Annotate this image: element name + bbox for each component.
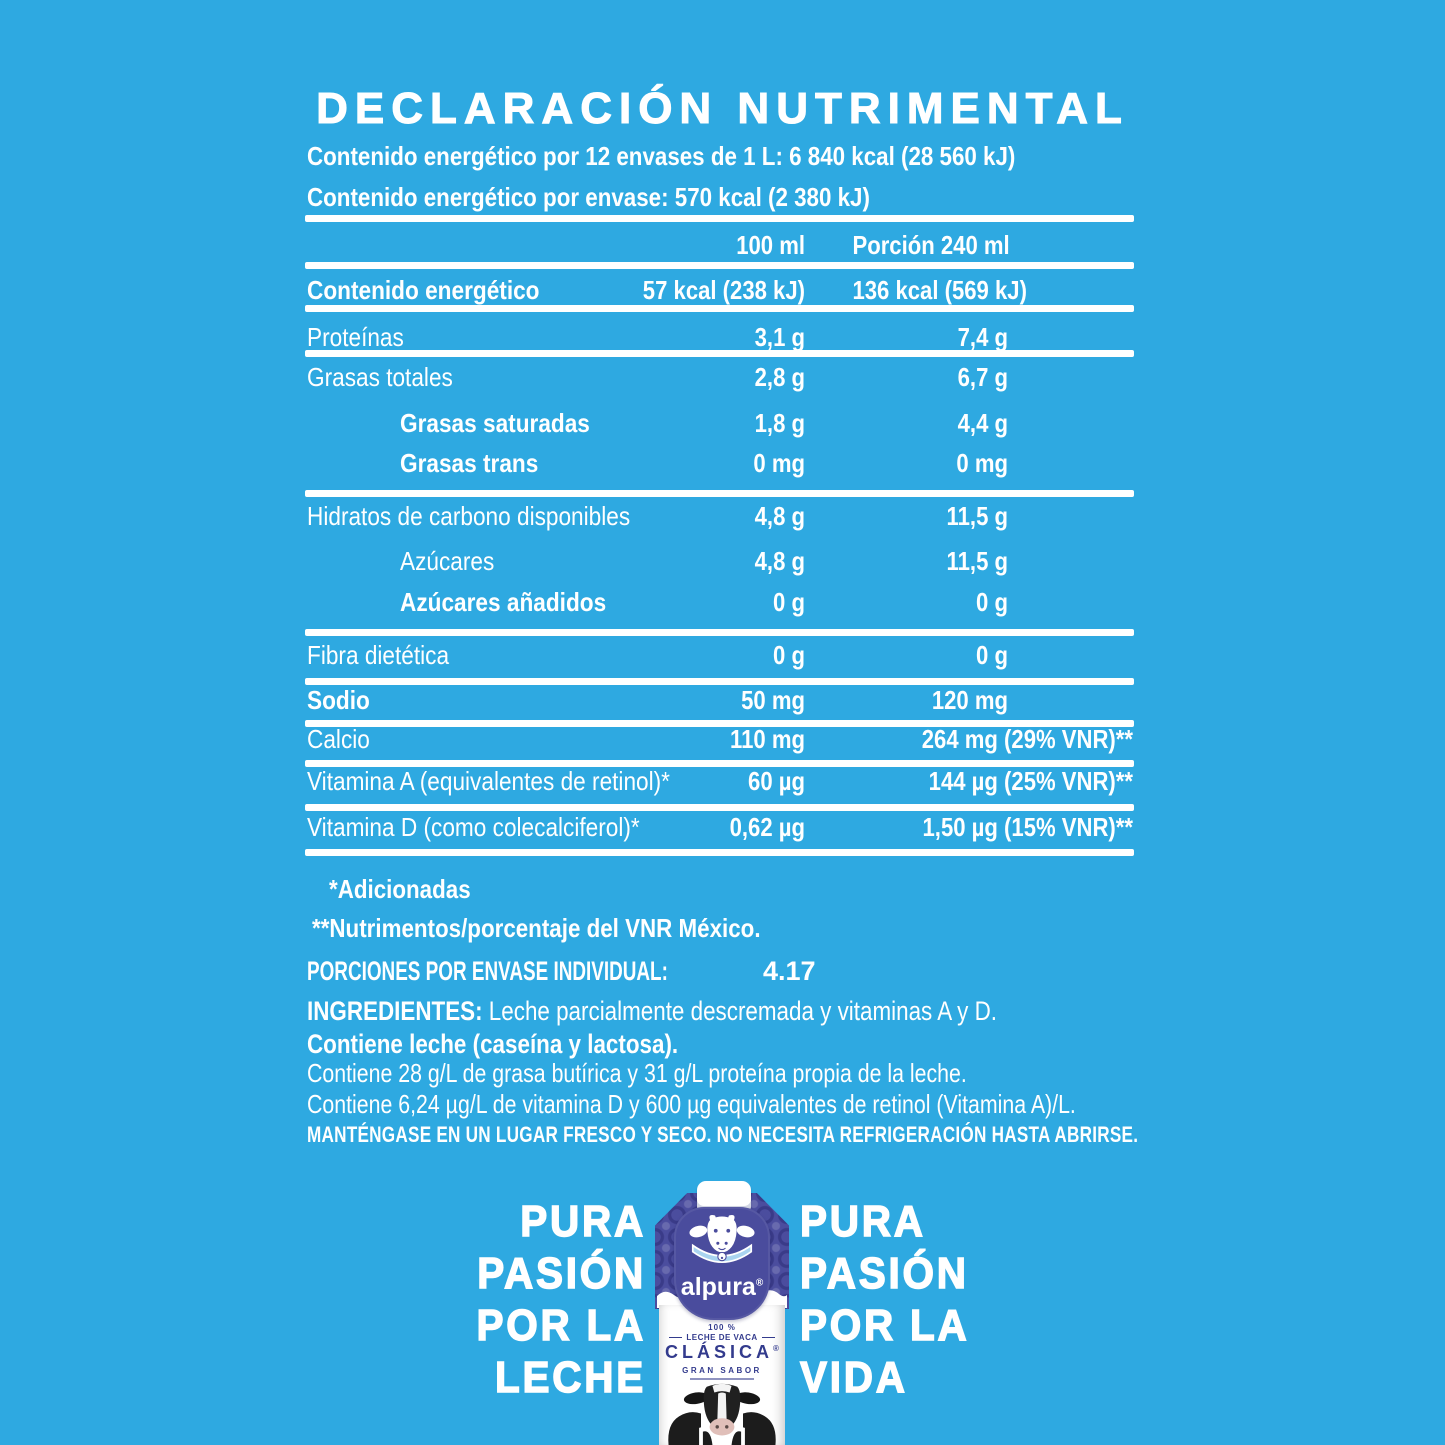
row-value-portion: 0 mg <box>956 448 1008 478</box>
table-rule <box>305 804 1134 811</box>
row-value-100ml: 2,8 g <box>754 362 805 392</box>
row-label: Azúcares añadidos <box>400 587 607 617</box>
slogan-right <box>800 1196 1220 1404</box>
row-label: Grasas saturadas <box>400 408 590 438</box>
registered-mark: ® <box>773 1344 779 1353</box>
row-value-100ml: 4,8 g <box>754 546 805 576</box>
table-rule <box>305 490 1134 497</box>
row-value-portion: 4,4 g <box>957 408 1008 438</box>
product-text: CLÁSICA <box>665 1342 774 1362</box>
row-value-portion: 11,5 g <box>946 546 1008 576</box>
column-header-100ml: 100 ml <box>736 230 805 260</box>
cow-photo <box>664 1382 780 1445</box>
slogan-line: PURA <box>520 1197 646 1246</box>
row-value-portion: 120 mg <box>931 685 1008 715</box>
storage-instructions: MANTÉNGASE EN UN LUGAR FRESCO Y SECO. NO NECESITA REFRIGERACIÓN HASTA ABRIRSE. <box>307 1122 1139 1147</box>
carton-100pct: 100 % <box>708 1323 736 1332</box>
servings-per-pack <box>307 956 1137 987</box>
registered-mark: ® <box>755 1277 764 1289</box>
slogan-line: LECHE <box>495 1353 646 1402</box>
table-rule <box>305 849 1134 856</box>
row-value-100ml: 0 g <box>773 640 805 670</box>
row-value-100ml: 4,8 g <box>754 501 805 531</box>
row-value-100ml: 110 mg <box>730 724 805 754</box>
ingredients-paragraph <box>307 995 1079 1061</box>
column-header-portion: Porción 240 ml <box>852 230 1010 260</box>
row-value-100ml: 0,62 µg <box>729 812 805 842</box>
row-value-portion: 11,5 g <box>946 501 1008 531</box>
slogan-line: PURA <box>800 1197 926 1246</box>
table-rule <box>305 678 1134 685</box>
table-rule <box>305 262 1134 269</box>
ingredients-label: INGREDIENTES: <box>307 996 483 1026</box>
slogan-line: PASIÓN <box>477 1249 646 1298</box>
carton-product-name <box>659 1342 785 1363</box>
table-header-row <box>305 230 1135 258</box>
row-label: Grasas totales <box>307 362 453 392</box>
brand-text: alpura <box>680 1273 756 1301</box>
table-row <box>305 640 1135 668</box>
row-value-100ml: 0 mg <box>753 448 805 478</box>
table-row <box>305 812 1135 840</box>
servings-value: 4.17 <box>763 956 816 986</box>
slogan-line: PASIÓN <box>800 1249 969 1298</box>
row-label: Grasas trans <box>400 448 539 478</box>
brand-badge <box>674 1207 770 1320</box>
table-rule <box>305 305 1134 312</box>
table-row <box>305 362 1135 390</box>
footnote-added: *Adicionadas <box>329 874 471 904</box>
row-value-100ml: 50 mg <box>741 685 805 715</box>
carton-milk-type <box>659 1333 785 1342</box>
table-row <box>305 587 1135 615</box>
allergen-statement: Contiene leche (caseína y lactosa). <box>307 1029 679 1059</box>
row-value-portion: 1,50 µg (15% VNR)** <box>922 812 1133 842</box>
decor-dash <box>762 1337 775 1339</box>
claim-fat-protein: Contiene 28 g/L de grasa butírica y 31 g/L proteína propia de la leche. <box>307 1058 967 1088</box>
footnote-vnr: **Nutrimentos/porcentaje del VNR México. <box>312 913 761 943</box>
table-row <box>305 685 1135 713</box>
row-label: Proteínas <box>307 322 404 352</box>
row-value-100ml: 0 g <box>773 587 805 617</box>
claim-vitamins: Contiene 6,24 µg/L de vitamina D y 600 µg equivalentes de retinol (Vitamina A)/L. <box>307 1089 1076 1119</box>
decor-dash <box>669 1337 682 1339</box>
row-value-portion: 6,7 g <box>957 362 1008 392</box>
carton-tagline: GRAN SABOR <box>682 1366 762 1375</box>
energy-per-case-line: Contenido energético por 12 envases de 1 L: 6 840 kcal (28 560 kJ) <box>307 141 1016 171</box>
row-label: Fibra dietética <box>307 640 450 670</box>
row-value-portion: 7,4 g <box>957 322 1008 352</box>
servings-label: PORCIONES POR ENVASE INDIVIDUAL: <box>307 956 668 986</box>
nutrition-table <box>305 0 1135 943</box>
row-value-portion: 136 kcal (569 kJ) <box>852 275 1027 305</box>
holstein-cow-icon <box>664 1382 780 1445</box>
slogan-line: VIDA <box>800 1353 908 1402</box>
row-value-100ml: 3,1 g <box>754 322 805 352</box>
table-row <box>305 501 1135 529</box>
row-value-100ml: 57 kcal (238 kJ) <box>642 275 805 305</box>
table-row <box>305 724 1135 752</box>
row-label: Contenido energético <box>307 275 540 305</box>
row-value-100ml: 1,8 g <box>754 408 805 438</box>
slogan-line: POR LA <box>800 1301 970 1350</box>
row-label: Vitamina A (equivalentes de retinol)* <box>307 766 670 796</box>
row-label: Sodio <box>307 685 370 715</box>
row-value-portion: 0 g <box>976 640 1008 670</box>
cow-logo-icon <box>687 1212 757 1276</box>
slogan-line: POR LA <box>476 1301 646 1350</box>
table-row <box>305 275 1135 303</box>
table-rule <box>305 629 1134 636</box>
table-rule <box>305 215 1134 222</box>
ingredients-text: Leche parcialmente descremada y vitaminas A y D. <box>488 996 998 1026</box>
table-row <box>305 322 1135 350</box>
milk-type-text: LECHE DE VACA <box>686 1333 758 1342</box>
row-label: Calcio <box>307 724 370 754</box>
brand-name <box>674 1273 770 1302</box>
row-value-100ml: 60 µg <box>748 766 805 796</box>
row-value-portion: 0 g <box>976 587 1008 617</box>
table-row <box>305 408 1135 436</box>
carton-divider <box>690 1378 754 1380</box>
table-row <box>305 766 1135 794</box>
row-label: Azúcares <box>400 546 495 576</box>
row-label: Hidratos de carbono disponibles <box>307 501 631 531</box>
row-value-portion: 264 mg (29% VNR)** <box>921 724 1133 754</box>
row-value-portion: 144 µg (25% VNR)** <box>928 766 1133 796</box>
page-title: DECLARACIÓN NUTRIMENTAL <box>316 84 1129 133</box>
row-label: Vitamina D (como colecalciferol)* <box>307 812 640 842</box>
table-row <box>305 546 1135 574</box>
table-row <box>305 448 1135 476</box>
energy-per-pack-line: Contenido energético por envase: 570 kcal (2 380 kJ) <box>307 182 870 212</box>
slogan-left <box>246 1196 646 1404</box>
